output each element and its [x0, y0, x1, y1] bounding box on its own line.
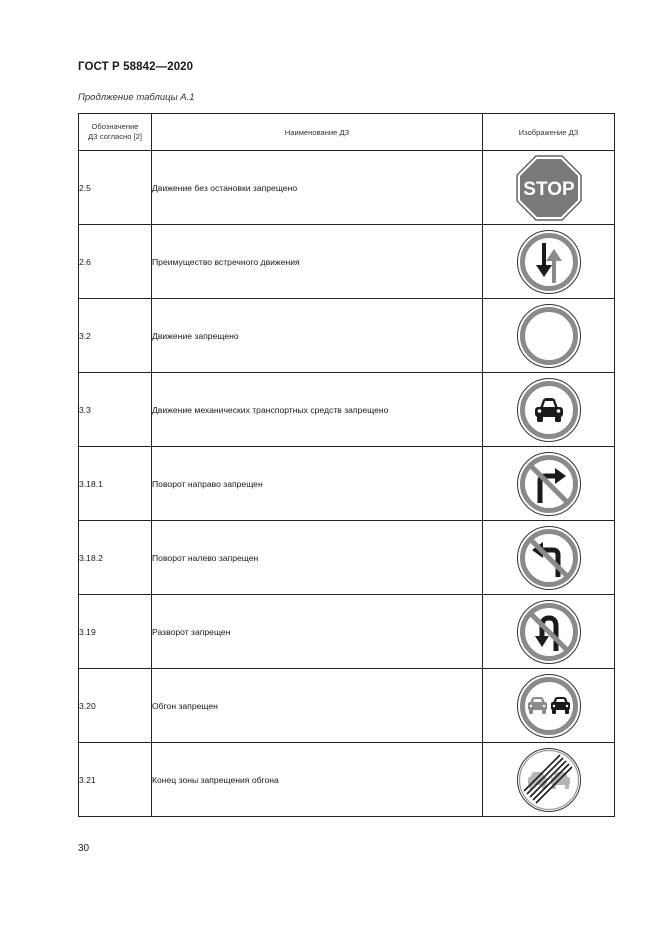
sign-code: 2.6: [79, 225, 152, 299]
no-overtaking-sign-icon: [516, 673, 582, 739]
no-motor-vehicles-sign-icon: [516, 377, 582, 443]
sign-image-cell: [483, 299, 615, 373]
no-u-turn-sign-icon: [516, 599, 582, 665]
page-number: 30: [78, 843, 90, 854]
sign-code: 3.2: [79, 299, 152, 373]
table-row: [79, 743, 615, 817]
no-vehicles-sign-icon: [516, 303, 582, 369]
sign-code: 3.20: [79, 669, 152, 743]
column-header-code: [79, 114, 152, 151]
sign-image-cell: [483, 447, 615, 521]
sign-name: Поворот направо запрещен: [152, 447, 483, 521]
table-row: [79, 151, 615, 225]
column-header-name: Наименование ДЗ: [152, 114, 483, 151]
sign-name: Обгон запрещен: [152, 669, 483, 743]
oncoming-priority-sign-icon: [516, 229, 582, 295]
end-no-overtaking-sign-icon: [516, 747, 582, 813]
no-right-turn-sign-icon: [516, 451, 582, 517]
sign-image-cell: [483, 373, 615, 447]
sign-code: 2.5: [79, 151, 152, 225]
table-row: [79, 299, 615, 373]
sign-image-cell: [483, 595, 615, 669]
sign-name: Разворот запрещен: [152, 595, 483, 669]
column-header-image: Изображение ДЗ: [483, 114, 615, 151]
sign-image-cell: [483, 743, 615, 817]
table-caption: Продлжение таблицы А.1: [78, 92, 195, 103]
stop-sign-icon: [516, 155, 582, 221]
sign-image-cell: [483, 669, 615, 743]
no-left-turn-sign-icon: [516, 525, 582, 591]
column-header-code-line2: ДЗ согласно [2]: [88, 132, 142, 141]
table-row: [79, 521, 615, 595]
sign-code: 3.21: [79, 743, 152, 817]
stop-sign-text: STOP: [522, 178, 575, 200]
sign-name: Конец зоны запрещения обгона: [152, 743, 483, 817]
column-header-code-line1: Обозначение: [91, 122, 139, 131]
table-header-row: [79, 114, 615, 151]
table-row: [79, 373, 615, 447]
table-row: [79, 447, 615, 521]
sign-name: Движение без остановки запрещено: [152, 151, 483, 225]
sign-code: 3.18.1: [79, 447, 152, 521]
sign-name: Преимущество встречного движения: [152, 225, 483, 299]
table-row: [79, 225, 615, 299]
sign-code: 3.18.2: [79, 521, 152, 595]
sign-image-cell: [483, 521, 615, 595]
sign-code: 3.3: [79, 373, 152, 447]
table-row: [79, 669, 615, 743]
sign-image-cell: [483, 225, 615, 299]
sign-name: Движение механических транспортных средств запрещено: [152, 373, 483, 447]
sign-code: 3.19: [79, 595, 152, 669]
sign-image-cell: [483, 151, 615, 225]
table-row: [79, 595, 615, 669]
sign-name: Движение запрещено: [152, 299, 483, 373]
sign-name: Поворот налево запрещен: [152, 521, 483, 595]
road-signs-table: [78, 113, 615, 817]
document-header: ГОСТ Р 58842—2020: [78, 61, 194, 73]
